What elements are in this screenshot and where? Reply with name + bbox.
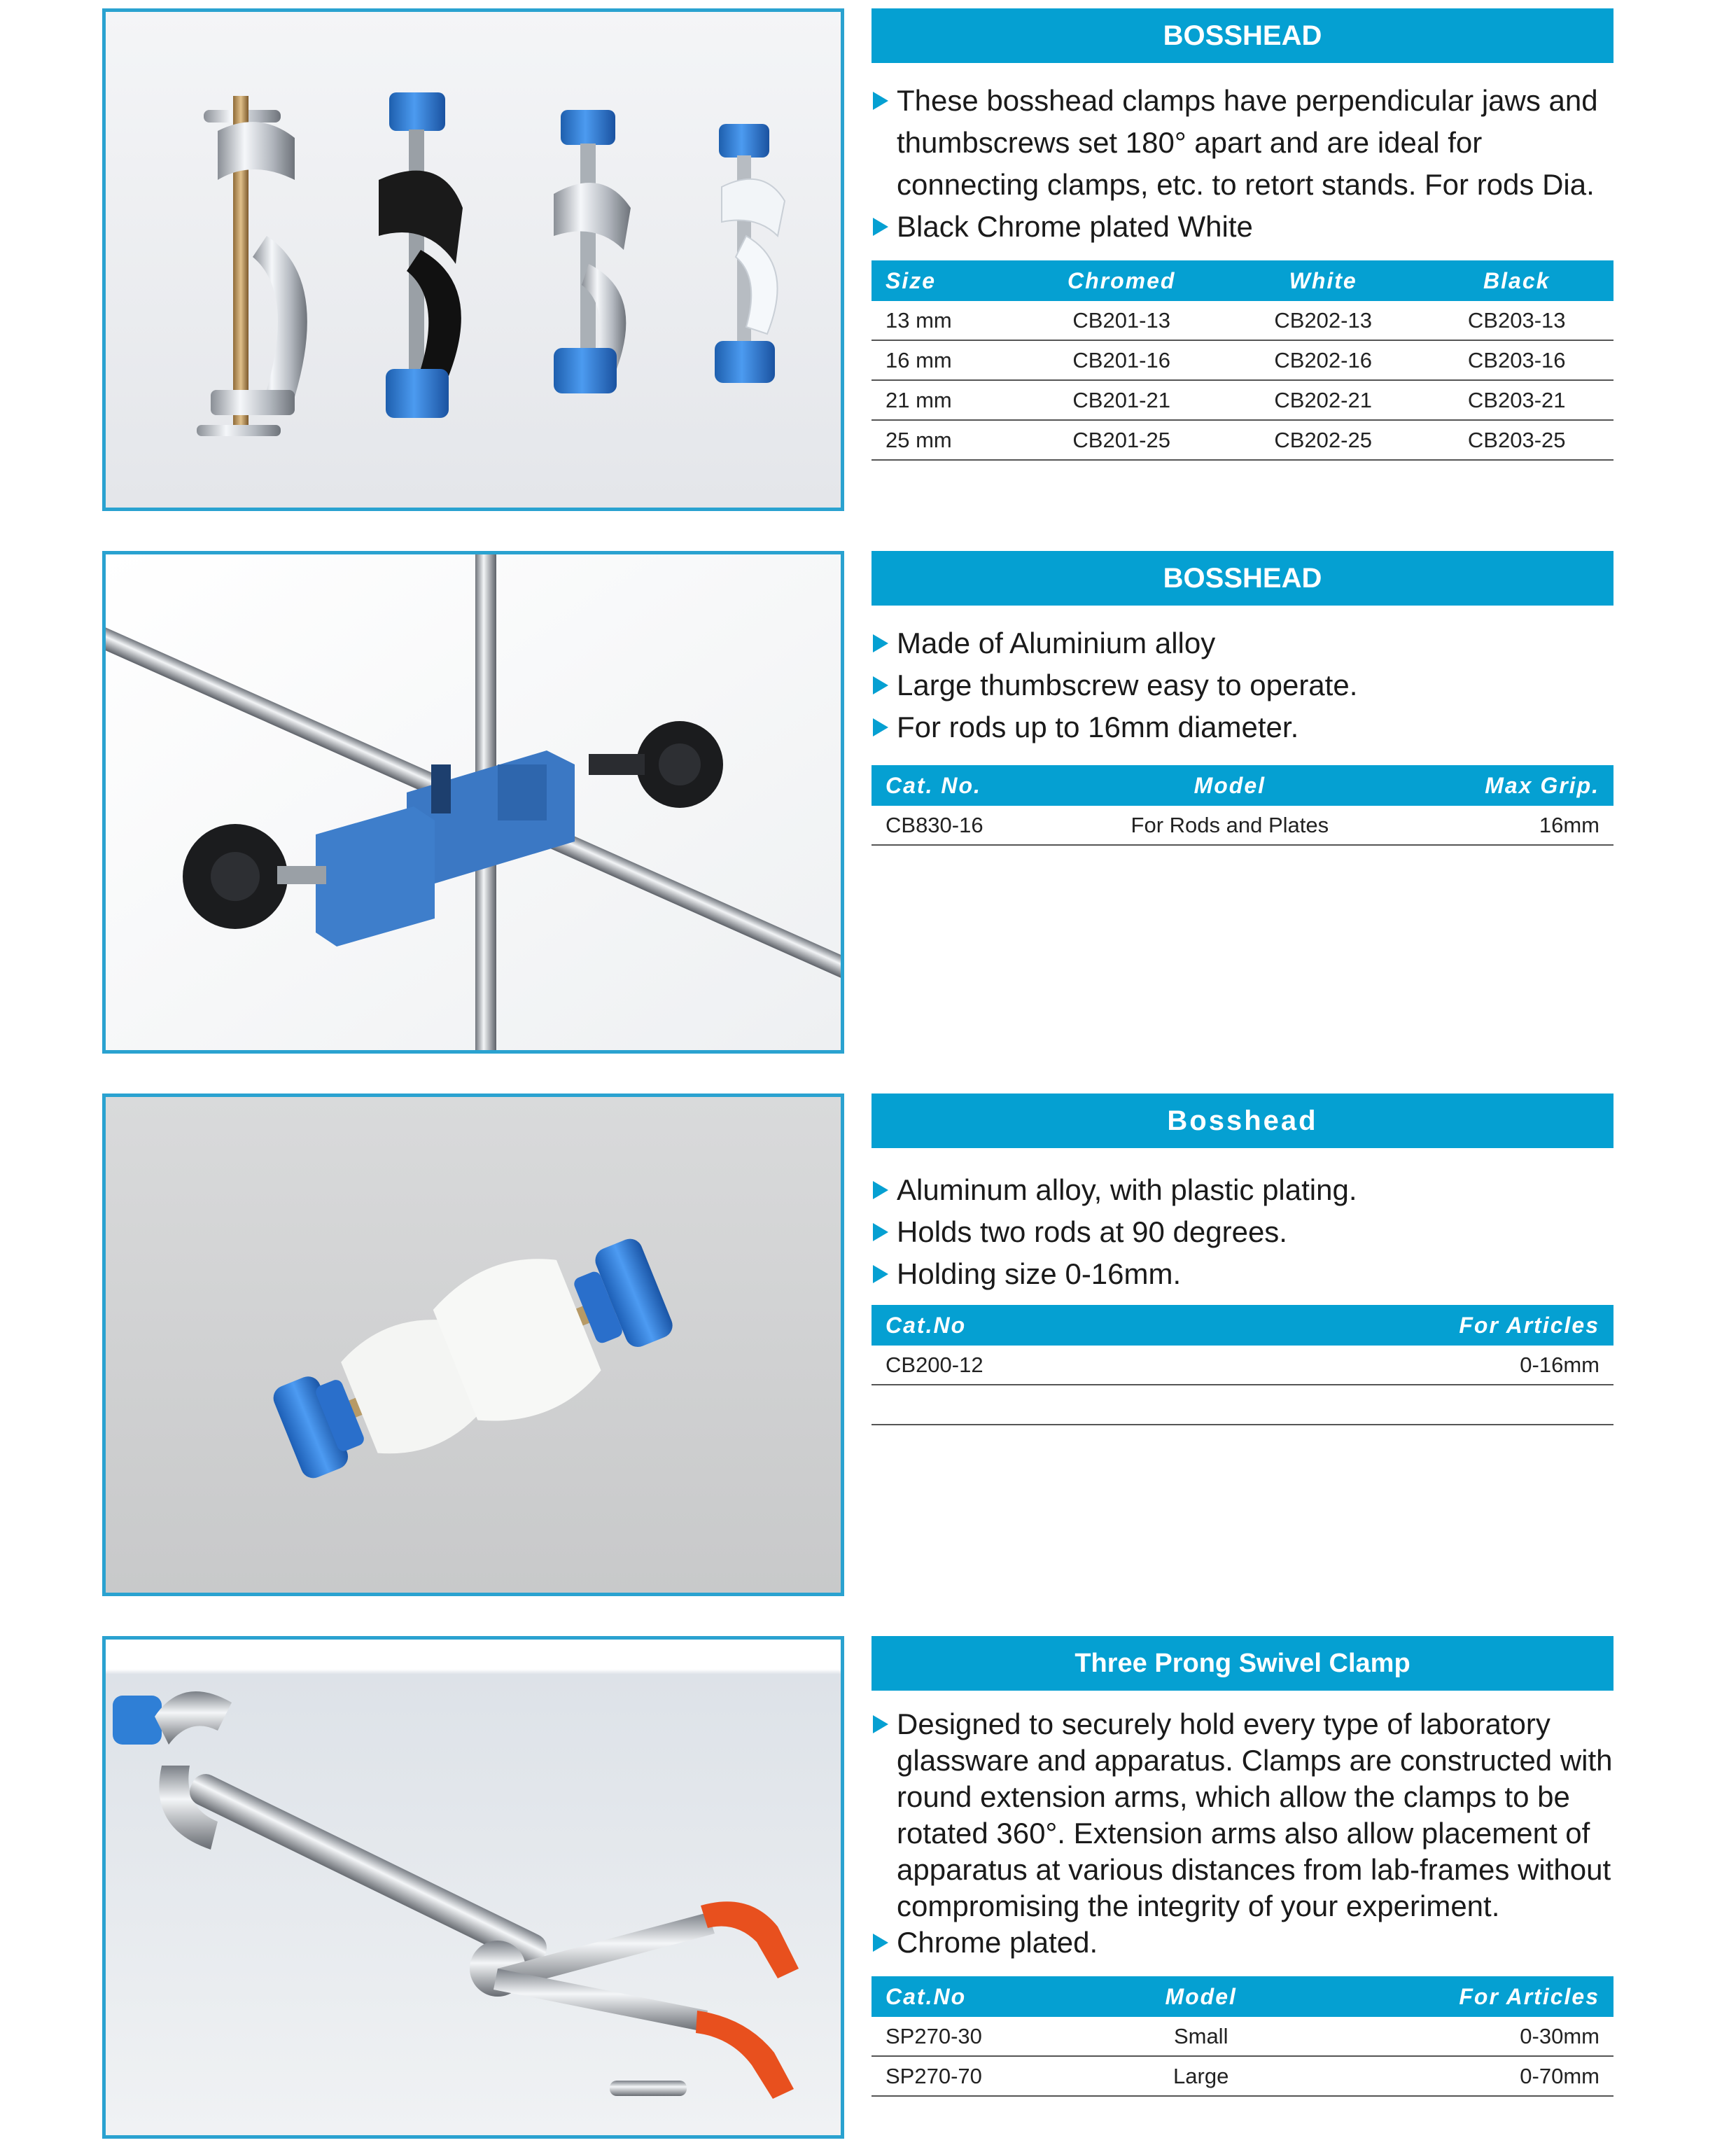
col-header-black: Black xyxy=(1420,260,1614,301)
col-header-white: White xyxy=(1226,260,1420,301)
table-cell: 13 mm xyxy=(872,301,1016,340)
triangle-bullet-icon xyxy=(873,1265,888,1283)
table-cell: CB203-21 xyxy=(1420,380,1614,420)
triangle-bullet-icon xyxy=(873,218,888,236)
table-cell: CB200-12 xyxy=(872,1346,1189,1385)
triangle-bullet-icon xyxy=(873,1181,888,1199)
feature-item: Large thumbscrew easy to operate. xyxy=(872,664,1614,706)
col-header-cat-no: Cat. No. xyxy=(872,765,1060,806)
section-title: Three Prong Swivel Clamp xyxy=(872,1636,1614,1691)
feature-list xyxy=(872,80,1614,248)
col-header-for-articles: For Articles xyxy=(1295,1976,1614,2017)
col-header-for-articles: For Articles xyxy=(1189,1305,1614,1346)
table-cell: CB201-21 xyxy=(1016,380,1226,420)
product-photo-bossheads xyxy=(102,8,844,511)
table-row xyxy=(872,420,1614,460)
table-row xyxy=(872,301,1614,340)
product-photo-plastic-bosshead xyxy=(102,1094,844,1596)
feature-item: These bosshead clamps have perpendicular jaws and thumbscrews set 180° apart and are ideal for connecting clamps, etc. to retort stands. For rods Dia. xyxy=(872,80,1614,206)
table-cell: Large xyxy=(1107,2056,1295,2096)
table-row xyxy=(872,1346,1614,1385)
table-cell: CB203-16 xyxy=(1420,340,1614,380)
table-cell: CB202-16 xyxy=(1226,340,1420,380)
table-row xyxy=(872,340,1614,380)
triangle-bullet-icon xyxy=(873,1715,888,1733)
section-title: Bosshead xyxy=(872,1094,1614,1148)
table-row xyxy=(872,806,1614,845)
col-header-cat-no: Cat.No xyxy=(872,1976,1107,2017)
feature-item: Holds two rods at 90 degrees. xyxy=(872,1211,1614,1253)
table-cell: 25 mm xyxy=(872,420,1016,460)
feature-item: Chrome plated. xyxy=(872,1924,1614,1961)
table-cell: CB201-13 xyxy=(1016,301,1226,340)
table-cell: SP270-30 xyxy=(872,2017,1107,2056)
feature-item: Made of Aluminium alloy xyxy=(872,622,1614,664)
section-bosshead-1 xyxy=(872,8,1614,461)
feature-list xyxy=(872,1169,1614,1295)
col-header-chromed: Chromed xyxy=(1016,260,1226,301)
col-header-size: Size xyxy=(872,260,1016,301)
section-bosshead-2 xyxy=(872,551,1614,846)
section-bosshead-3 xyxy=(872,1094,1614,1425)
table-cell: CB202-13 xyxy=(1226,301,1420,340)
section-title: BOSSHEAD xyxy=(872,551,1614,606)
table-cell: CB203-13 xyxy=(1420,301,1614,340)
table-cell: 0-30mm xyxy=(1295,2017,1614,2056)
table-row-empty xyxy=(872,1385,1614,1425)
triangle-bullet-icon xyxy=(873,1934,888,1952)
product-table xyxy=(872,1305,1614,1425)
feature-item: Aluminum alloy, with plastic plating. xyxy=(872,1169,1614,1211)
triangle-bullet-icon xyxy=(873,92,888,110)
table-cell: CB830-16 xyxy=(872,806,1060,845)
triangle-bullet-icon xyxy=(873,676,888,694)
table-row xyxy=(872,380,1614,420)
table-cell: CB201-16 xyxy=(1016,340,1226,380)
feature-item: Black Chrome plated White xyxy=(872,206,1614,248)
product-table xyxy=(872,1976,1614,2097)
col-header-max-grip: Max Grip. xyxy=(1399,765,1614,806)
triangle-bullet-icon xyxy=(873,718,888,736)
section-title: BOSSHEAD xyxy=(872,8,1614,63)
col-header-cat-no: Cat.No xyxy=(872,1305,1189,1346)
triangle-bullet-icon xyxy=(873,1223,888,1241)
table-row xyxy=(872,2056,1614,2096)
col-header-model: Model xyxy=(1107,1976,1295,2017)
triangle-bullet-icon xyxy=(873,634,888,652)
feature-item: Holding size 0-16mm. xyxy=(872,1253,1614,1295)
table-cell: For Rods and Plates xyxy=(1060,806,1399,845)
product-table xyxy=(872,260,1614,461)
table-cell: SP270-70 xyxy=(872,2056,1107,2096)
table-cell: CB202-25 xyxy=(1226,420,1420,460)
table-cell: 16mm xyxy=(1399,806,1614,845)
table-cell: 0-70mm xyxy=(1295,2056,1614,2096)
section-swivel-clamp xyxy=(872,1636,1614,2097)
table-cell: 0-16mm xyxy=(1189,1346,1614,1385)
feature-item: For rods up to 16mm diameter. xyxy=(872,706,1614,748)
table-cell: 16 mm xyxy=(872,340,1016,380)
col-header-model: Model xyxy=(1060,765,1399,806)
product-photo-swivel-clamp xyxy=(102,1636,844,2139)
table-cell: Small xyxy=(1107,2017,1295,2056)
product-table xyxy=(872,765,1614,846)
feature-list xyxy=(872,622,1614,748)
table-cell: CB202-21 xyxy=(1226,380,1420,420)
table-cell: 21 mm xyxy=(872,380,1016,420)
product-photo-aluminium-bosshead xyxy=(102,551,844,1054)
table-cell: CB201-25 xyxy=(1016,420,1226,460)
feature-list xyxy=(872,1706,1614,1961)
table-row xyxy=(872,2017,1614,2056)
table-cell: CB203-25 xyxy=(1420,420,1614,460)
feature-item: Designed to securely hold every type of laboratory glassware and apparatus. Clamps are constructed with round extension arms, which allow the clamps to be rotated 360°. Extension arms also allow placement of apparatus at various distances from lab-frames without compromising the integrity of your experiment. xyxy=(872,1706,1614,1924)
